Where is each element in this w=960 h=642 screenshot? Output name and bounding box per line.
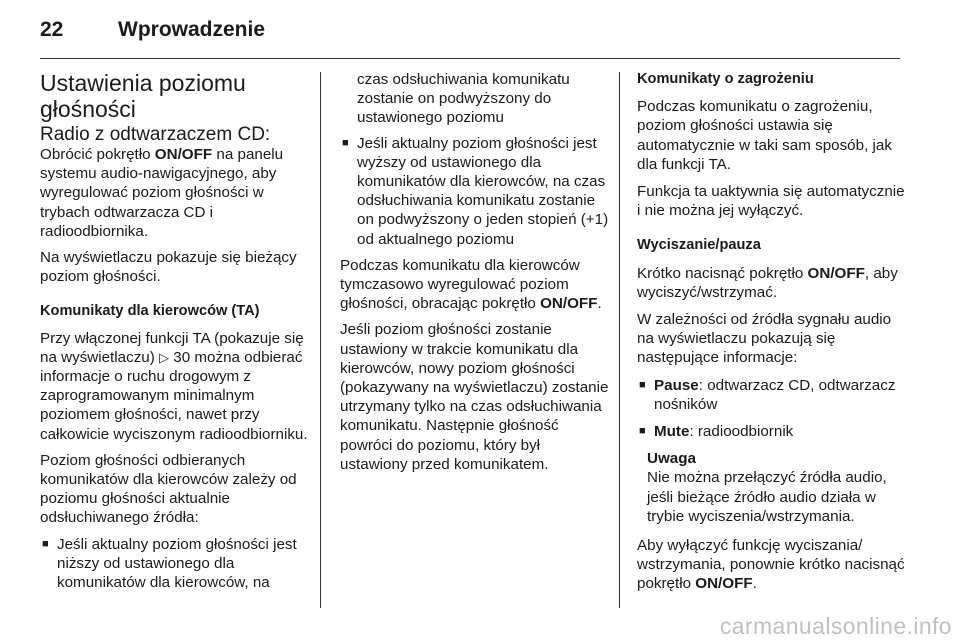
note-title: Uwaga [647,450,696,468]
control-name: ON/OFF [154,146,213,163]
paragraph: Poziom głośności odbieranych komunikatów dla kierowców zależy od poziomu głośności aktualnie odsłuchiwanego źródła: [40,451,297,527]
list-item: ■ Jeśli aktualny poziom głośności jest wyższy od ustawionego dla komunikatów dla kierowców, na czas odsłuchiwania komunikatu zostanie on podwyższony o jeden stopień (+1) od aktualnego poziomu [340,134,610,249]
column-divider [619,72,620,608]
header-rule [40,58,900,59]
paragraph: Aby wyłączyć funkcję wyciszania/ wstrzymania, ponownie krótko nacisnąć pokrętło ON/OFF. [637,537,905,593]
paragraph: Podczas komunikatu dla kierowców tymczasowo wyregulować poziom głośności, obracając pokrętło ON/OFF. [340,256,602,313]
subheading-mute: Wyciszanie/pauza [637,237,761,254]
paragraph: Na wyświetlaczu pokazuje się bieżący poziom głośności. [40,249,297,286]
page-reference-icon: ▷ [159,349,170,365]
paragraph: Jeśli poziom głośności zostanie ustawiony w trakcie komunikatu dla kierowców, nowy poziom głośności (pokazywany na wyświetlaczu) zostanie utrzymany tylko na czas odsłuchiwania komunikatu. Następnie głośność powróci do poziomu, który był ustawiony przed komunikatem. [340,321,609,473]
subsection-title-cd: Radio z odtwarzaczem CD: [40,124,271,145]
list-item: ■ Pause: odtwarzacz CD, odtwarzacz nośników [637,376,912,414]
column-right [637,70,912,602]
note-box [637,449,912,526]
paragraph: Przy włączonej funkcji TA (pokazuje się na wyświetlaczu) ▷ 30 można odbierać informacje o ruchu drogowym z zaprogramowanym minimalnym poziomem głośności, nawet przy całkowicie wyciszonym radioodbiorniku. [40,329,308,443]
paragraph: Podczas komunikatu o zagrożeniu, poziom głośności ustawia się automatycznie w taki sam sposób, jak dla funkcji TA. [637,98,892,173]
note-text: Nie można przełączyć źródła audio, jeśli bieżące źródło audio działa w trybie wyciszenia/wstrzymania. [647,469,887,525]
control-name: ON/OFF [807,264,865,282]
list-item: ■ Mute: radioodbiornik [637,422,912,441]
paragraph: W zależności od źródła sygnału audio na wyświetlaczu pokazują się następujące informacje: [637,311,892,367]
list-item-continuation: czas odsłuchiwania komunikatu zostanie on podwyższony do ustawionego poziomu [357,71,570,127]
paragraph: Funkcja ta uaktywnia się automatycznie i nie można jej wyłączyć. [637,183,905,220]
column-divider [320,72,321,608]
page-number: 22 [40,18,64,41]
column-middle [340,70,610,481]
control-name: ON/OFF [540,295,598,313]
watermark: carmanualsonline.info [719,613,952,639]
page-reference[interactable]: 30 [173,348,191,366]
column-left [40,70,312,599]
section-title: Ustawienia poziomu głośności [40,70,246,122]
paragraph: Krótko nacisnąć pokrętło ON/OFF, aby wyciszyć/wstrzymać. [637,264,898,301]
list-item: ■ Jeśli aktualny poziom głośności jest niższy od ustawionego dla komunikatów dla kierowców, na [40,535,312,593]
subheading-ta: Komunikaty dla kierowców (TA) [40,303,260,320]
subheading-danger: Komunikaty o zagrożeniu [637,71,814,87]
control-name: ON/OFF [695,575,753,593]
chapter-title: Wprowadzenie [118,18,266,41]
paragraph: Obrócić pokrętło ON/OFF na panelu systemu audio-nawigacyjnego, aby wyregulować poziom głośności w trybach odtwarzacza CD i radioodbiornika. [40,146,284,240]
